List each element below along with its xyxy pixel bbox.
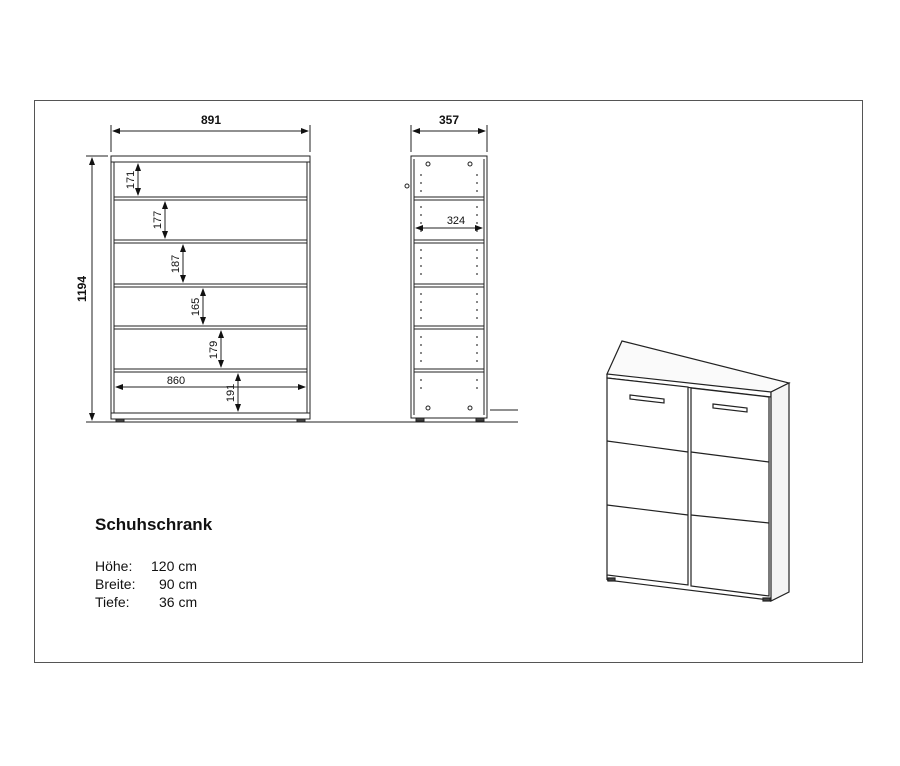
front-width-label: 891: [200, 113, 222, 127]
front-height-dimension: [86, 156, 108, 422]
side-view: [405, 156, 487, 421]
shelf-spacing-3-label: 187: [170, 254, 182, 274]
spec-label-width: Breite:: [95, 576, 136, 592]
spec-row-width: [95, 575, 197, 593]
inner-width-label: 860: [166, 375, 186, 387]
shelf-spacing-5-label: 179: [208, 340, 220, 360]
front-width-dimension: [111, 125, 310, 152]
shelf-spacing-2-label: 177: [152, 210, 164, 230]
spec-row-height: [95, 557, 197, 575]
inner-depth-label: 324: [446, 215, 466, 227]
spec-value-height: 120 cm: [151, 558, 197, 574]
side-depth-dimension: [411, 125, 487, 152]
spec-value-depth: 36 cm: [159, 594, 198, 610]
spec-value-width: 90 cm: [159, 576, 198, 592]
front-height-label: 1194: [75, 275, 89, 303]
shelf-spacing-4-label: 165: [190, 297, 202, 317]
product-specs: [95, 557, 197, 611]
shelf-spacing-6-label: 191: [225, 383, 237, 403]
perspective-view: [607, 341, 789, 601]
shelf-spacing-1-label: 171: [125, 170, 137, 190]
product-title: Schuhschrank: [95, 515, 213, 534]
spec-label-height: Höhe:: [95, 558, 133, 574]
spec-row-depth: [95, 593, 197, 611]
side-view-peg-holes: [420, 174, 478, 389]
side-depth-label: 357: [438, 113, 460, 127]
spec-label-depth: Tiefe:: [95, 594, 130, 610]
front-view: [111, 156, 310, 422]
